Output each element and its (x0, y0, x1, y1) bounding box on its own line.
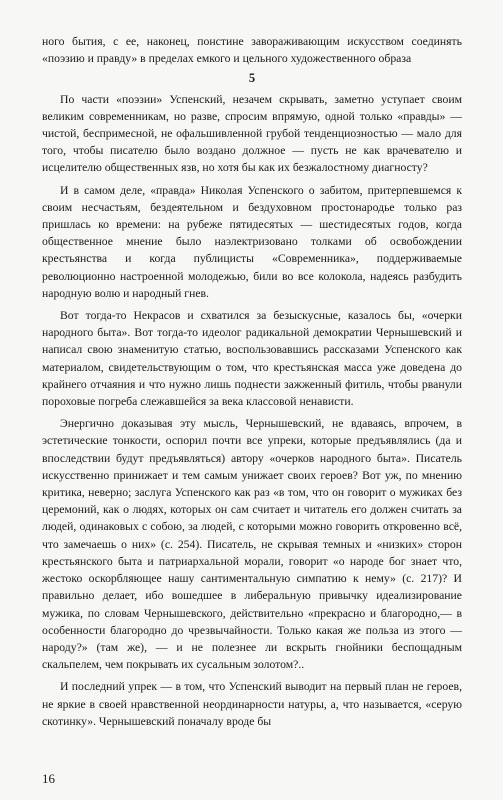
paragraph: Энергично доказывая эту мысль, Чернышевский, не вдаваясь, впрочем, в эстетические тонкости, оспорил почти все упреки, которые предъявлялись (да и впоследствии будут предъявляться) автору «очерков народного быта». Писатель искусственно принижает и тем самым унижает своих героев? Вот уж, по мнению критика, неверно; заслуга Успенского как раз «в том, что он говорит о мужиках без церемоний, как о людях, которых он сам считает и читатель его должен считать за людей, одинаковых с собою, за людей, с которыми можно говорить откровенно всё, что замечаешь о них» (с. 254). Писатель, не скрывая темных и «низких» сторон крестьянского быта и патриархальной морали, говорит «о народе бог знает что, жестоко оскорбляющее нашу сантиментальную симпатию к нему» (с. 217)? И правильно делает, ибо вошедшее в либеральную привычку идеализирование мужика, по словам Чернышевского, действительно «прекрасно и благородно,— в особенности благородно до чрезвычайности. Только какая же польза из этого — народу?» (там же), — и не полезнее ли вскрыть гнойники беспощадным скальпелем, чем покрывать их сусальным золотом?.. (42, 417, 462, 672)
page-number: 16 (42, 771, 55, 786)
section-number: 5 (248, 71, 256, 86)
paragraph-continued: ного бытия, с ее, наконец, понстине завораживающим искусством соединять «поэзию и правду» в пределах емкого и цельного художественного образа (42, 35, 462, 66)
paragraph: И последний упрек — в том, что Успенский выводит на первый план не героев, не яркие в своей нравственной неординарности натуры, а, что называется, «серую скотинку». Чернышевский поначалу вроде бы (42, 680, 462, 728)
text-column (42, 33, 462, 730)
paragraph: Вот тогда-то Некрасов и схватился за безыскусные, казалось бы, «очерки народного быта». Вот тогда-то идеолог радикальной демократии Чернышевский и написал свою знаменитую статью, воспользовавшись рассказами Успенского как материалом, свидетельствующим о том, что крестьянская масса уже доведена до крайнего отчаяния и что нужно лишь поднести зажженный фитиль, чтобы рванули пороховые погреба слежавшейся за века классовой ненависти. (42, 309, 462, 409)
paragraph: И в самом деле, «правда» Николая Успенского о забитом, притерпевшемся к своим несчастьям, бездеятельном и бездуховном простонародье только раз пришлась ко времени: на рубеже пятидесятых — шестидесятых годов, когда общественное мнение было наэлектризовано толками об освобождении крестьянства и когда публицисты «Современника», поддерживаемые революционно настроенной молодежью, били во все колокола, надеясь разбудить народную волю и народный гнев. (42, 183, 462, 300)
paragraph: По части «поэзии» Успенский, незачем скрывать, заметно уступает своим великим современникам, но разве, спросим впрямую, одной только «правды» — чистой, беспримесной, не офальшивленной грубой тенденциозностью — мало для того, чтобы писателю было воздано должное — пусть не как врачевателю и исцелителю общественных язв, но хотя бы как их безжалостному диагносту? (42, 92, 462, 175)
